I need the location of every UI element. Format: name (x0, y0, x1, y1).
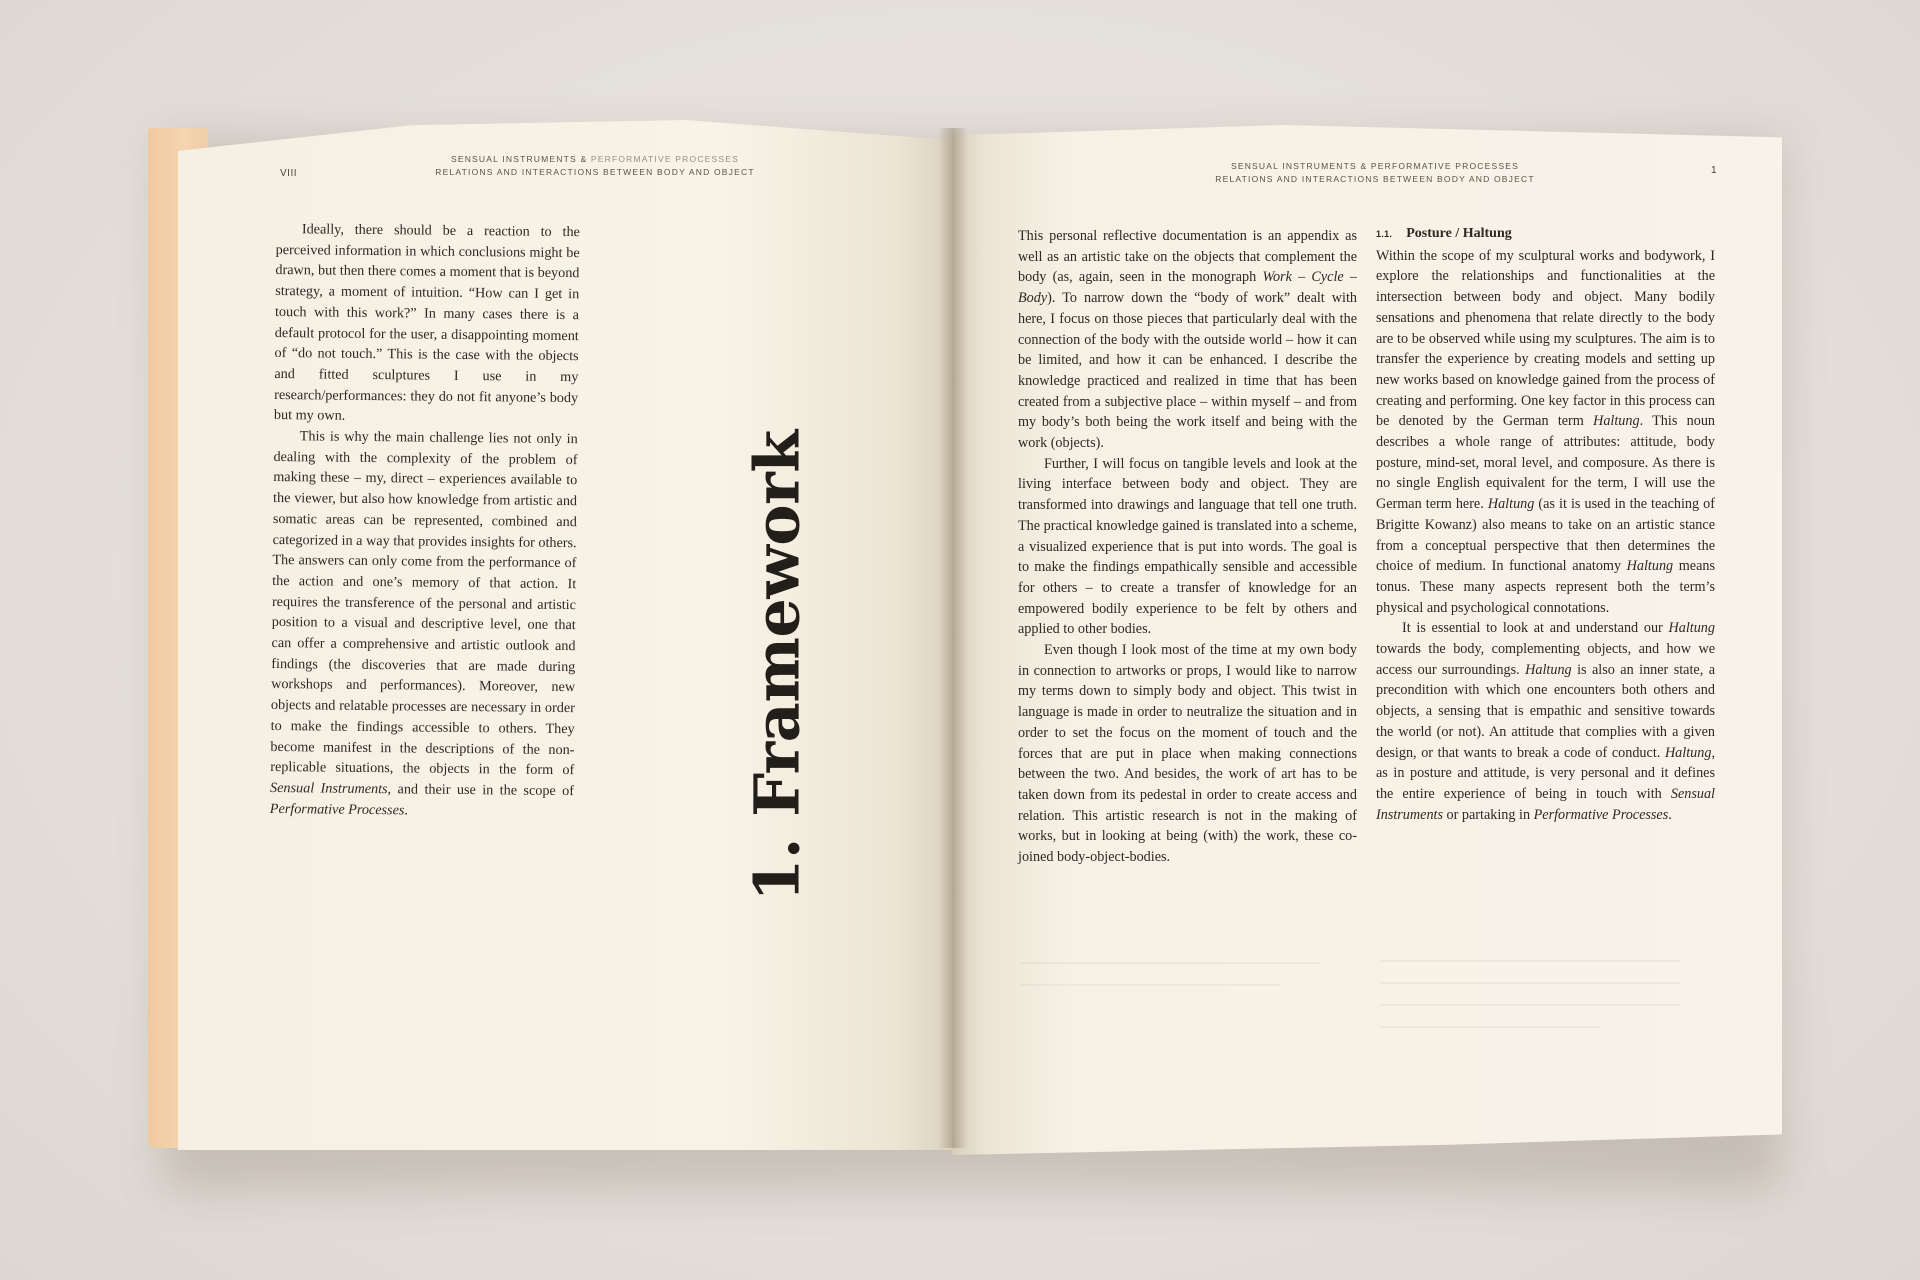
section-number: 1.1. (1376, 229, 1393, 239)
paragraph-text: is also an inner state, a precondition with which one encounters both others and objects, a sensing that is empathic and sensitive towards the world (or not). An attitude that complies with a given design, or that wants to break a code of conduct. (1376, 661, 1716, 761)
paragraph (1018, 226, 1357, 454)
show-through-line (1380, 982, 1680, 984)
show-through-line (1380, 1004, 1680, 1006)
italic-term: Haltung (1668, 620, 1715, 637)
paragraph-text: It is essential to look at and understand our (1402, 620, 1669, 637)
paragraph-text: and their use in the scope of (391, 781, 575, 800)
show-through-line (1020, 962, 1320, 964)
show-through-line (1020, 984, 1280, 986)
paragraph-text: This is why the main challenge lies not only in dealing with the complexity of the problem of making these – my, direct – experiences available to the viewer, but also how knowledge from artistic and somatic areas can be represented, combined and categorized in a way that provides insights for others. The answers can only come from the performance of the action and one’s memory of that action. It requires the transference of the personal and artistic position to a visual and descriptive level, one that can offer a comprehensive and artistic outlook and findings (the discoveries that are made during workshops and performances). Moreover, new objects and relatable processes are necessary in order to make the findings accessible to others. They become manifest in the descriptions of the non-replicable situations, the objects in the form of (270, 428, 578, 779)
paragraph-text: . (404, 802, 409, 819)
paragraph-text: This personal reflective documentation is an appendix as well as an artistic take on the objects that complement the body (as, again, seen in the monograph (1018, 228, 1357, 286)
italic-term: Sensual Instruments (1376, 785, 1715, 823)
left-folio: VIII (280, 168, 298, 179)
right-folio: 1 (1711, 165, 1718, 176)
left-header-line2: RELATIONS AND INTERACTIONS BETWEEN BODY AND OBJECT (435, 167, 755, 177)
show-through-line (1380, 960, 1680, 962)
right-running-header (1180, 160, 1570, 186)
right-text-column-a (1018, 226, 1357, 868)
paragraph-text: (as it is used in the teaching of Brigitte Kowanz) also means to take on an artistic stance from a conceptual perspective that then determines the choice of medium. In functional anatomy (1376, 496, 1715, 575)
paragraph (270, 426, 578, 823)
italic-term: Sensual Instruments, (269, 779, 392, 798)
paragraph-text: , as in posture and attitude, is very personal and it defines the entire experience of being in touch with (1376, 744, 1715, 802)
header-series-accent: PERFORMATIVE PROCESSES (590, 154, 740, 164)
italic-term: Performative Processes (269, 800, 405, 819)
left-running-header (400, 153, 790, 179)
chapter-title: 1. Framework (740, 430, 814, 902)
book-gutter (938, 128, 968, 1148)
paragraph-text: ). To narrow down the “body of work” dealt with here, I focus on those pieces that particularly deal with the connection of the body with the outside world – how it can be limited, and how it can be enhanced. I describe the knowledge practiced and realized in time that has been created from a subjective place – within myself – and from my body’s both being the work itself and being with the work (objects). (1018, 290, 1357, 452)
right-header-line2: RELATIONS AND INTERACTIONS BETWEEN BODY AND OBJECT (1215, 174, 1535, 184)
paragraph: Further, I will focus on tangible levels and look at the living interface between body and object. They are transformed into drawings and language that tell one truth. The practical knowledge gained is translated into a scheme, a visualized experience that is put into words. The goal is to make the findings empathically sensible and accessible for others – to create a transfer of knowledge for an empowered bodily experience to be felt by others and applied to other bodies. (1018, 455, 1357, 638)
paragraph-text: . This noun describes a whole range of attributes: attitude, body posture, mind-set, moral level, and composure. As there is no single English equivalent for the term, I will use the German term here. (1376, 413, 1716, 513)
paragraph (1376, 246, 1715, 619)
paragraph-text: means tonus. These many aspects represent both the term’s physical and psychological connotations. (1376, 558, 1715, 616)
right-header-line1: SENSUAL INSTRUMENTS & PERFORMATIVE PROCESSES (1230, 161, 1519, 171)
italic-term: Haltung (1525, 661, 1572, 678)
section-title: Posture / Haltung (1406, 226, 1512, 241)
paragraph (1376, 618, 1715, 825)
paragraph-text: or partaking in (1443, 806, 1534, 823)
paragraph: Ideally, there should be a reaction to the perceived information in which conclusions might be drawn, but then there comes a moment that is beyond strategy, a moment of intuition. “How can I get in touch with this work?” In many cases there is a default protocol for the user, a disappointing moment of “do not touch.” This is the case with the objects and fitted sculptures I use in my research/performances: they do not fit anyone’s body but my own. (273, 221, 580, 425)
italic-term: Haltung (1593, 413, 1640, 430)
right-text-column-b (1376, 224, 1715, 825)
paragraph-text: towards the body, complementing objects, and how we access our surroundings. (1376, 641, 1715, 678)
italic-term: Work – Cycle – Body (1018, 269, 1357, 307)
paragraph-text: . (1668, 806, 1672, 823)
section-heading (1376, 224, 1715, 245)
header-series-title: SENSUAL INSTRUMENTS & (450, 154, 588, 164)
italic-term: Haltung (1626, 558, 1674, 575)
italic-term: Haltung (1487, 496, 1535, 513)
paragraph-text: Within the scope of my sculptural works and bodywork, I explore the relationships and functionalities at the intersection between body and object. Many bodily sensations and phenomena that relate directly to the body are to be observed while using my sculptures. The aim is to transfer the experience by creating models and setting up new works based on knowledge gained from the process of creating and performing. One key factor in this process can be denoted by the German term (1376, 247, 1715, 430)
italic-term: Haltung (1664, 744, 1712, 761)
show-through-line (1380, 1026, 1600, 1028)
left-header-line1 (400, 153, 790, 166)
left-text-column (270, 219, 580, 823)
paragraph: Even though I look most of the time at my own body in connection to artworks or props, I would like to narrow my terms down to simply body and object. This twist in language is made in order to neutralize the situation and in order to set the focus on the moment of touch and the forces that are put in place when making connections between the two. And besides, the work of art has to be taken down from its pedestal in order to create access and relation. This artistic research is not in the making of works, but in looking at being (with) the work, these co-joined body-object-bodies. (1018, 642, 1357, 866)
italic-term: Performative Processes (1533, 806, 1669, 823)
